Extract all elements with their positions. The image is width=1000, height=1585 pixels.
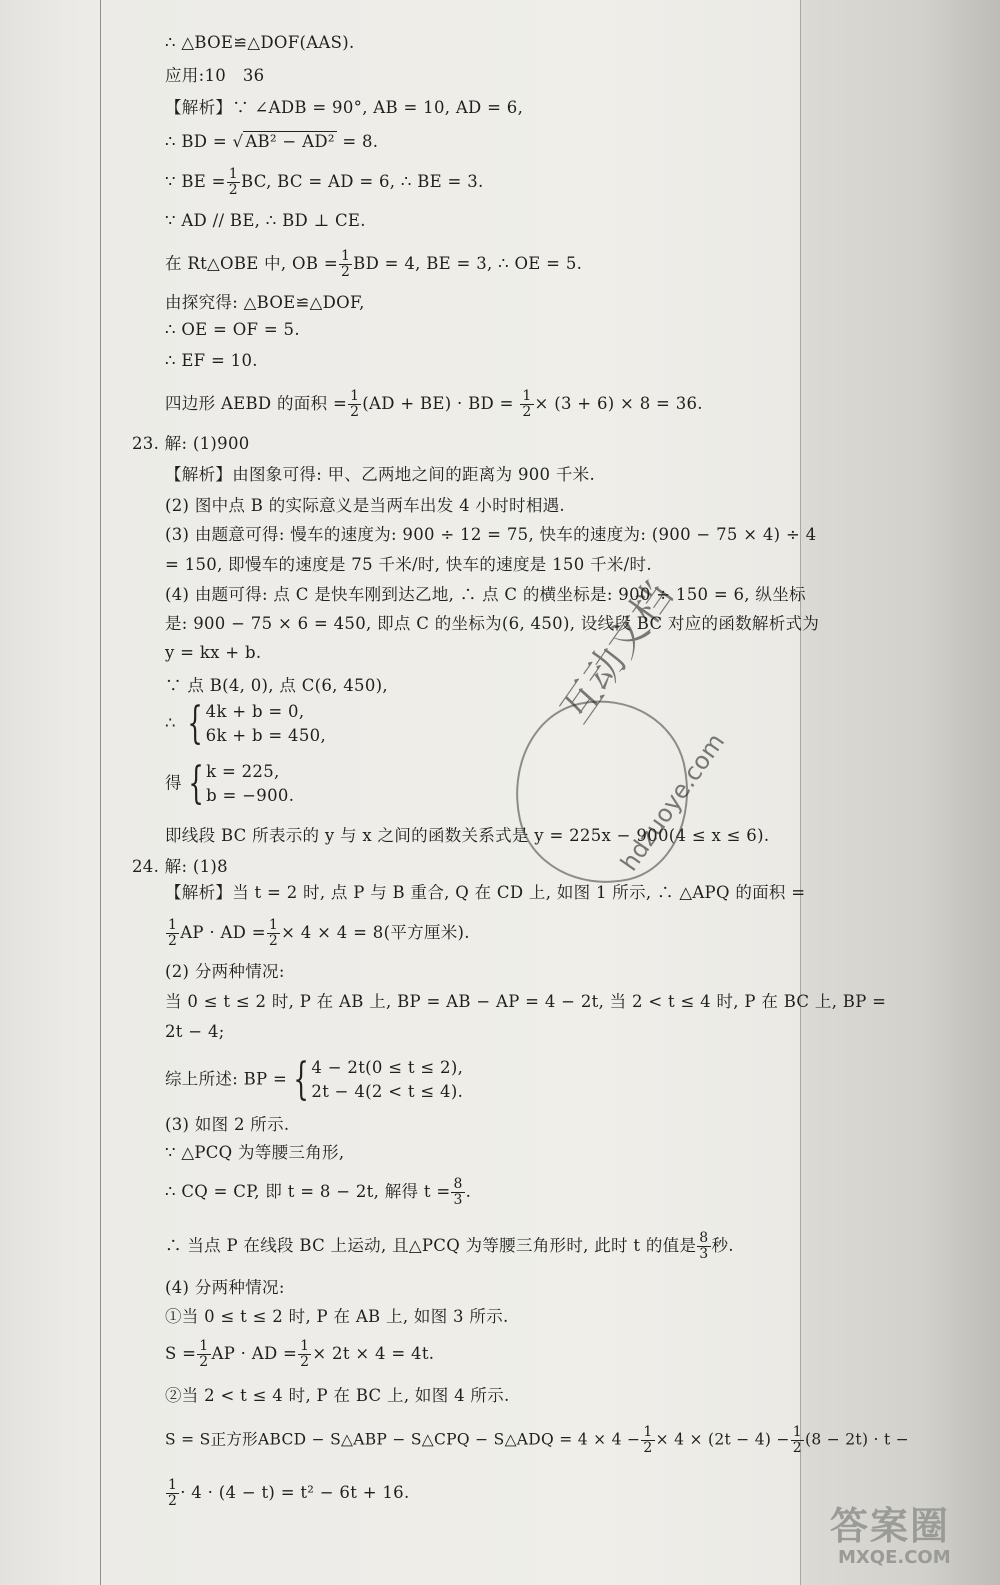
text-line: ∴ 当点 P 在线段 BC 上运动, 且△PCQ 为等腰三角形时, 此时 t 的值是 $\frac{8}{3}$ 秒. bbox=[165, 1230, 734, 1262]
watermark-url: hdzuoye.com bbox=[615, 728, 731, 877]
text-line: (4) 由题可得: 点 C 是快车刚到达乙地, ∴ 点 C 的横坐标是: 900 ÷ 150 = 6, 纵坐标 bbox=[165, 585, 806, 604]
fraction: $\frac{1}{2}$ bbox=[350, 388, 360, 420]
text-line: 当 0 ≤ t ≤ 2 时, P 在 AB 上, BP = AB − AP = 4 − 2t, 当 2 < t ≤ 4 时, P 在 BC 上, BP = bbox=[165, 992, 887, 1011]
text-line: 由探究得: △BOE≌△DOF, bbox=[165, 293, 365, 312]
text-line: 【解析】当 t = 2 时, 点 P 与 B 重合, Q 在 CD 上, 如图 1 所示, ∴ △APQ 的面积 = bbox=[165, 883, 806, 902]
text-line: 2t − 4; bbox=[165, 1022, 225, 1041]
text-line: ∴ △BOE≌△DOF(AAS). bbox=[165, 33, 355, 52]
fraction: $\frac{1}{2}$ bbox=[340, 248, 351, 280]
text-line: 四边形 AEBD 的面积 = $\frac{1}{2}$ (AD + BE) · BD = $\frac{1}{2}$ × (3 + 6) × 8 = 36. bbox=[165, 388, 703, 420]
text-line: S = S正方形ABCD − S△ABP − S△CPQ − S△ADQ = 4 × 4 − $\frac{1}{2}$ × 4 × (2t − 4) − $\frac{1}{2}$ (8 − 2t) · t − bbox=[165, 1424, 910, 1456]
fraction: $\frac{1}{2}$ bbox=[168, 917, 178, 949]
text-line: (2) 分两种情况: bbox=[165, 962, 285, 981]
text-line: y = kx + b. bbox=[165, 643, 262, 662]
fraction: $\frac{1}{2}$ bbox=[643, 1424, 653, 1456]
text-line: $\frac{1}{2}$ · 4 · (4 − t) = t² − 6t + 16. bbox=[168, 1477, 410, 1509]
text-line: 【解析】由图象可得: 甲、乙两地之间的距离为 900 千米. bbox=[165, 465, 596, 484]
watermark-text: 互动文档 bbox=[552, 574, 682, 732]
text-line: 在 Rt△OBE 中, OB = $\frac{1}{2}$ BD = 4, BE = 3, ∴ OE = 5. bbox=[165, 248, 583, 280]
text-line: ②当 2 < t ≤ 4 时, P 在 BC 上, 如图 4 所示. bbox=[165, 1386, 510, 1405]
fraction: $\frac{1}{2}$ bbox=[199, 1338, 209, 1370]
text-line: ∵ △PCQ 为等腰三角形, bbox=[165, 1143, 345, 1162]
fraction: $\frac{8}{3}$ bbox=[699, 1230, 709, 1262]
text-line: $\frac{1}{2}$ AP · AD = $\frac{1}{2}$ × 4 × 4 = 8(平方厘米). bbox=[168, 917, 470, 949]
question-23-heading: 23. 解: (1)900 bbox=[132, 434, 250, 453]
text-line: ∴ EF = 10. bbox=[165, 351, 258, 370]
text-line: 【解析】∵ ∠ADB = 90°, AB = 10, AD = 6, bbox=[165, 98, 524, 117]
piecewise-definition: 综上所述: BP = { 4 − 2t(0 ≤ t ≤ 2), 2t − 4(2 < t ≤ 4). bbox=[165, 1054, 464, 1105]
fraction: $\frac{8}{3}$ bbox=[453, 1176, 463, 1208]
equation-system: 得 { k = 225, b = −900. bbox=[165, 758, 295, 809]
equation-system: ∴ { 4k + b = 0, 6k + b = 450, bbox=[165, 698, 326, 749]
fraction: $\frac{1}{2}$ bbox=[228, 166, 239, 198]
text-line: (4) 分两种情况: bbox=[165, 1278, 285, 1297]
text-line: ∴ CQ = CP, 即 t = 8 − 2t, 解得 t = $\frac{8}{3}$ . bbox=[165, 1176, 472, 1208]
fraction: $\frac{1}{2}$ bbox=[268, 917, 279, 949]
text-line: ∴ BD = √ AB² − AD² = 8. bbox=[165, 132, 379, 151]
question-24-heading: 24. 解: (1)8 bbox=[132, 857, 228, 876]
fraction: $\frac{1}{2}$ bbox=[522, 388, 532, 420]
text-line: S = $\frac{1}{2}$ AP · AD = $\frac{1}{2}$ × 2t × 4 = 4t. bbox=[165, 1338, 435, 1370]
text-line: 应用:10 36 bbox=[165, 66, 265, 85]
text-line: 是: 900 − 75 × 6 = 450, 即点 C 的坐标为(6, 450), 设线段 BC 对应的函数解析式为 bbox=[165, 614, 820, 633]
site-logo bbox=[830, 1495, 990, 1575]
text-line: = 150, 即慢车的速度是 75 千米/时, 快车的速度是 150 千米/时. bbox=[165, 555, 652, 574]
adjacent-page-edge bbox=[801, 0, 1000, 1585]
text-line: (3) 如图 2 所示. bbox=[165, 1115, 290, 1134]
fraction: $\frac{1}{2}$ bbox=[168, 1477, 178, 1509]
fraction: $\frac{1}{2}$ bbox=[792, 1424, 802, 1456]
text-line: ①当 0 ≤ t ≤ 2 时, P 在 AB 上, 如图 3 所示. bbox=[165, 1307, 509, 1326]
text-line: (2) 图中点 B 的实际意义是当两车出发 4 小时时相遇. bbox=[165, 496, 565, 515]
fraction: $\frac{1}{2}$ bbox=[300, 1338, 310, 1370]
text-line: ∵ 点 B(4, 0), 点 C(6, 450), bbox=[165, 676, 388, 695]
logo-url: MXQE.COM bbox=[838, 1547, 951, 1568]
text-line: ∴ OE = OF = 5. bbox=[165, 320, 300, 339]
text-line: 即线段 BC 所表示的 y 与 x 之间的函数关系式是 y = 225x − 900(4 ≤ x ≤ 6). bbox=[165, 826, 770, 845]
text-line: ∵ AD // BE, ∴ BD ⊥ CE. bbox=[165, 211, 366, 230]
text-line: (3) 由题意可得: 慢车的速度为: 900 ÷ 12 = 75, 快车的速度为: (900 − 75 × 4) ÷ 4 bbox=[165, 525, 817, 544]
page-fold-line bbox=[800, 0, 801, 1585]
logo-text: 答案圈 bbox=[830, 1504, 951, 1548]
text-line: ∵ BE = $\frac{1}{2}$ BC, BC = AD = 6, ∴ BE = 3. bbox=[165, 166, 484, 198]
